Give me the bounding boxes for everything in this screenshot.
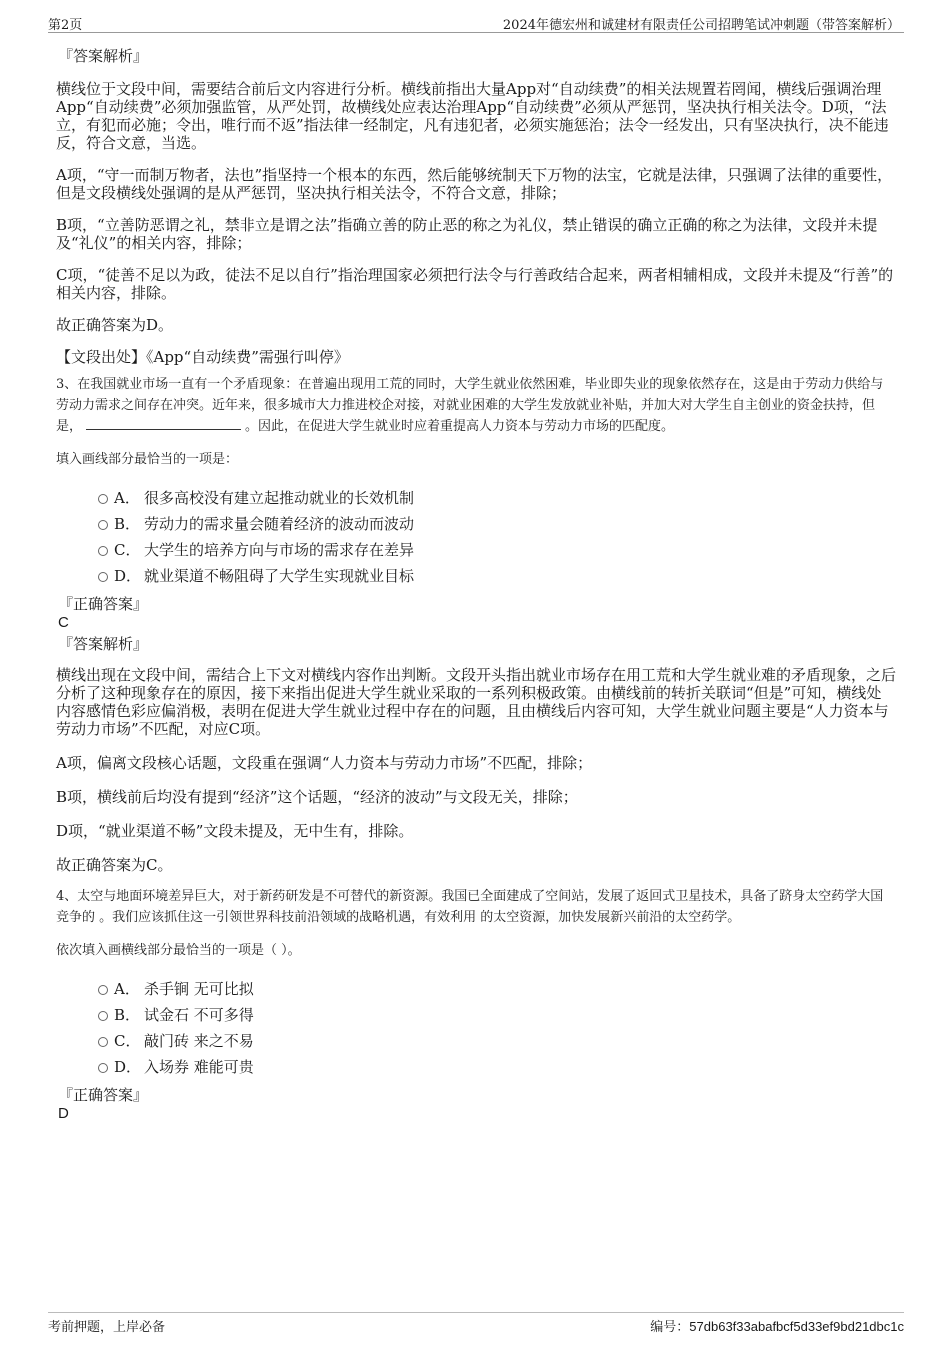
analysis-paragraph: 横线位于文段中间，需要结合前后文内容进行分析。横线前指出大量App对“自动续费”的相关法规置若罔闻，横线后强调治理App“自动续费”必须加强监管，从严处罚，故横线处应表达治理App“自动续费”必须从严惩罚，坚决执行相关法令。D项，“法立，有犯而必施；令出，唯行而不返”指法律一经制定，凡有违犯者，必须实施惩治；法令一经发出，只有坚决执行，决不能违反，符合文意，当选。 — [56, 80, 889, 152]
option-d[interactable]: D． 入场券 难能可贵 — [56, 1057, 896, 1083]
question-3-stem-start: 3、在我国就业市场一直有一个矛盾现象：在普遍出现用工荒的同时，大学生就业依然困难，毕业即失业的现象依然存在，这是由于劳动力供给与劳动力需求之间存在冲突。近年来，很多城市大力推进校企对接，对就业困难的大学生发放就业补贴，并加大对大学生自主创业的资金扶持，但是， — [56, 377, 884, 434]
radio-button-icon[interactable] — [98, 494, 108, 504]
page-content — [56, 46, 896, 1123]
radio-button-icon[interactable] — [98, 546, 108, 556]
option-a[interactable]: A． 杀手锏 无可比拟 — [56, 979, 896, 1005]
correct-answer-value: C — [58, 614, 69, 631]
page-number: 第2页 — [48, 18, 83, 33]
page-header — [48, 14, 904, 33]
radio-button-icon[interactable] — [98, 985, 108, 995]
question-3-stem — [56, 374, 896, 437]
analysis-conclusion: 故正确答案为C。 — [56, 856, 173, 874]
radio-button-icon[interactable] — [98, 572, 108, 582]
question-4-prompt: 依次填入画横线部分最恰当的一项是（ ）。 — [56, 943, 301, 958]
analysis-label: 『答案解析』 — [58, 635, 149, 653]
analysis-conclusion: 故正确答案为D。 — [56, 316, 174, 334]
option-a[interactable]: A． 很多高校没有建立起推动就业的长效机制 — [56, 488, 896, 514]
question-3-stem-end: 。因此，在促进大学生就业时应着重提高人力资本与劳动力市场的匹配度。 — [245, 419, 675, 434]
radio-button-icon[interactable] — [98, 1037, 108, 1047]
document-title: 2024年德宏州和诚建材有限责任公司招聘笔试冲刺题（带答案解析） — [502, 18, 900, 33]
option-b[interactable]: B． 劳动力的需求量会随着经济的波动而波动 — [56, 514, 896, 540]
source-citation: 【文段出处】《App“自动续费”需强行叫停》 — [56, 348, 349, 366]
option-c[interactable]: C． 敲门砖 来之不易 — [56, 1031, 896, 1057]
correct-answer-label: 『正确答案』 — [58, 595, 149, 613]
correct-answer-value: D — [58, 1105, 69, 1122]
analysis-paragraph: 横线出现在文段中间，需结合上下文对横线内容作出判断。文段开头指出就业市场存在用工荒和大学生就业难的矛盾现象，之后分析了这种现象存在的原因，接下来指出促进大学生就业采取的一系列积极政策。由横线前的转折关联词“但是”可知，横线处内容感情色彩应偏消极，表明在促进大学生就业过程中存在的问题，且由横线后内容可知，大学生就业问题主要是“人力资本与劳动力市场”不匹配，对应C项。 — [56, 666, 897, 738]
document-code-value: 57db63f33abafbcf5d33ef9bd21dbc1c — [689, 1319, 904, 1334]
analysis-paragraph: C项，“徒善不足以为政，徒法不足以自行”指治理国家必须把行法令与行善政结合起来，两者相辅相成，文段并未提及“行善”的相关内容，排除。 — [56, 266, 894, 302]
radio-button-icon[interactable] — [98, 1063, 108, 1073]
option-d[interactable]: D． 就业渠道不畅阻碍了大学生实现就业目标 — [56, 566, 896, 592]
analysis-paragraph: A项，偏离文段核心话题，文段重在强调“人力资本与劳动力市场”不匹配，排除； — [56, 754, 593, 772]
analysis-paragraph: B项，“立善防恶谓之礼，禁非立是谓之法”指确立善的防止恶的称之为礼仪，禁止错误的确立正确的称之为法律，文段并未提及“礼仪”的相关内容，排除； — [56, 216, 878, 252]
fill-blank — [86, 417, 241, 430]
option-c[interactable]: C． 大学生的培养方向与市场的需求存在差异 — [56, 540, 896, 566]
option-b[interactable]: B． 试金石 不可多得 — [56, 1005, 896, 1031]
question-3-options — [56, 488, 896, 592]
question-4-options — [56, 979, 896, 1083]
analysis-paragraph: A项，“守一而制万物者，法也”指坚持一个根本的东西，然后能够统制天下万物的法宝，它就是法律，只强调了法律的重要性，但是文段横线处强调的是从严惩罚，坚决执行相关法令，不符合文意，排除； — [56, 166, 893, 202]
radio-button-icon[interactable] — [98, 1011, 108, 1021]
correct-answer-label: 『正确答案』 — [58, 1086, 149, 1104]
analysis-paragraph: D项，“就业渠道不畅”文段未提及，无中生有，排除。 — [56, 822, 414, 840]
analysis-label: 『答案解析』 — [58, 47, 149, 65]
document-code-label: 编号： — [650, 1320, 690, 1335]
question-3-prompt: 填入画线部分最恰当的一项是： — [56, 452, 239, 467]
page-footer — [48, 1312, 904, 1336]
analysis-paragraph: B项，横线前后均没有提到“经济”这个话题，“经济的波动”与文段无关，排除； — [56, 788, 578, 806]
radio-button-icon[interactable] — [98, 520, 108, 530]
footer-slogan: 考前押题，上岸必备 — [48, 1320, 166, 1335]
question-4-stem: 4、太空与地面环境差异巨大，对于新药研发是不可替代的新资源。我国已全面建成了空间站，发展了返回式卫星技术，具备了跻身太空药学大国竞争的 。我们应该抓住这一引领世界科技前沿领域的战略机遇，有效利用 的太空资源，加快发展新兴前沿的太空药学。 — [56, 889, 884, 925]
document-code — [650, 1316, 904, 1335]
